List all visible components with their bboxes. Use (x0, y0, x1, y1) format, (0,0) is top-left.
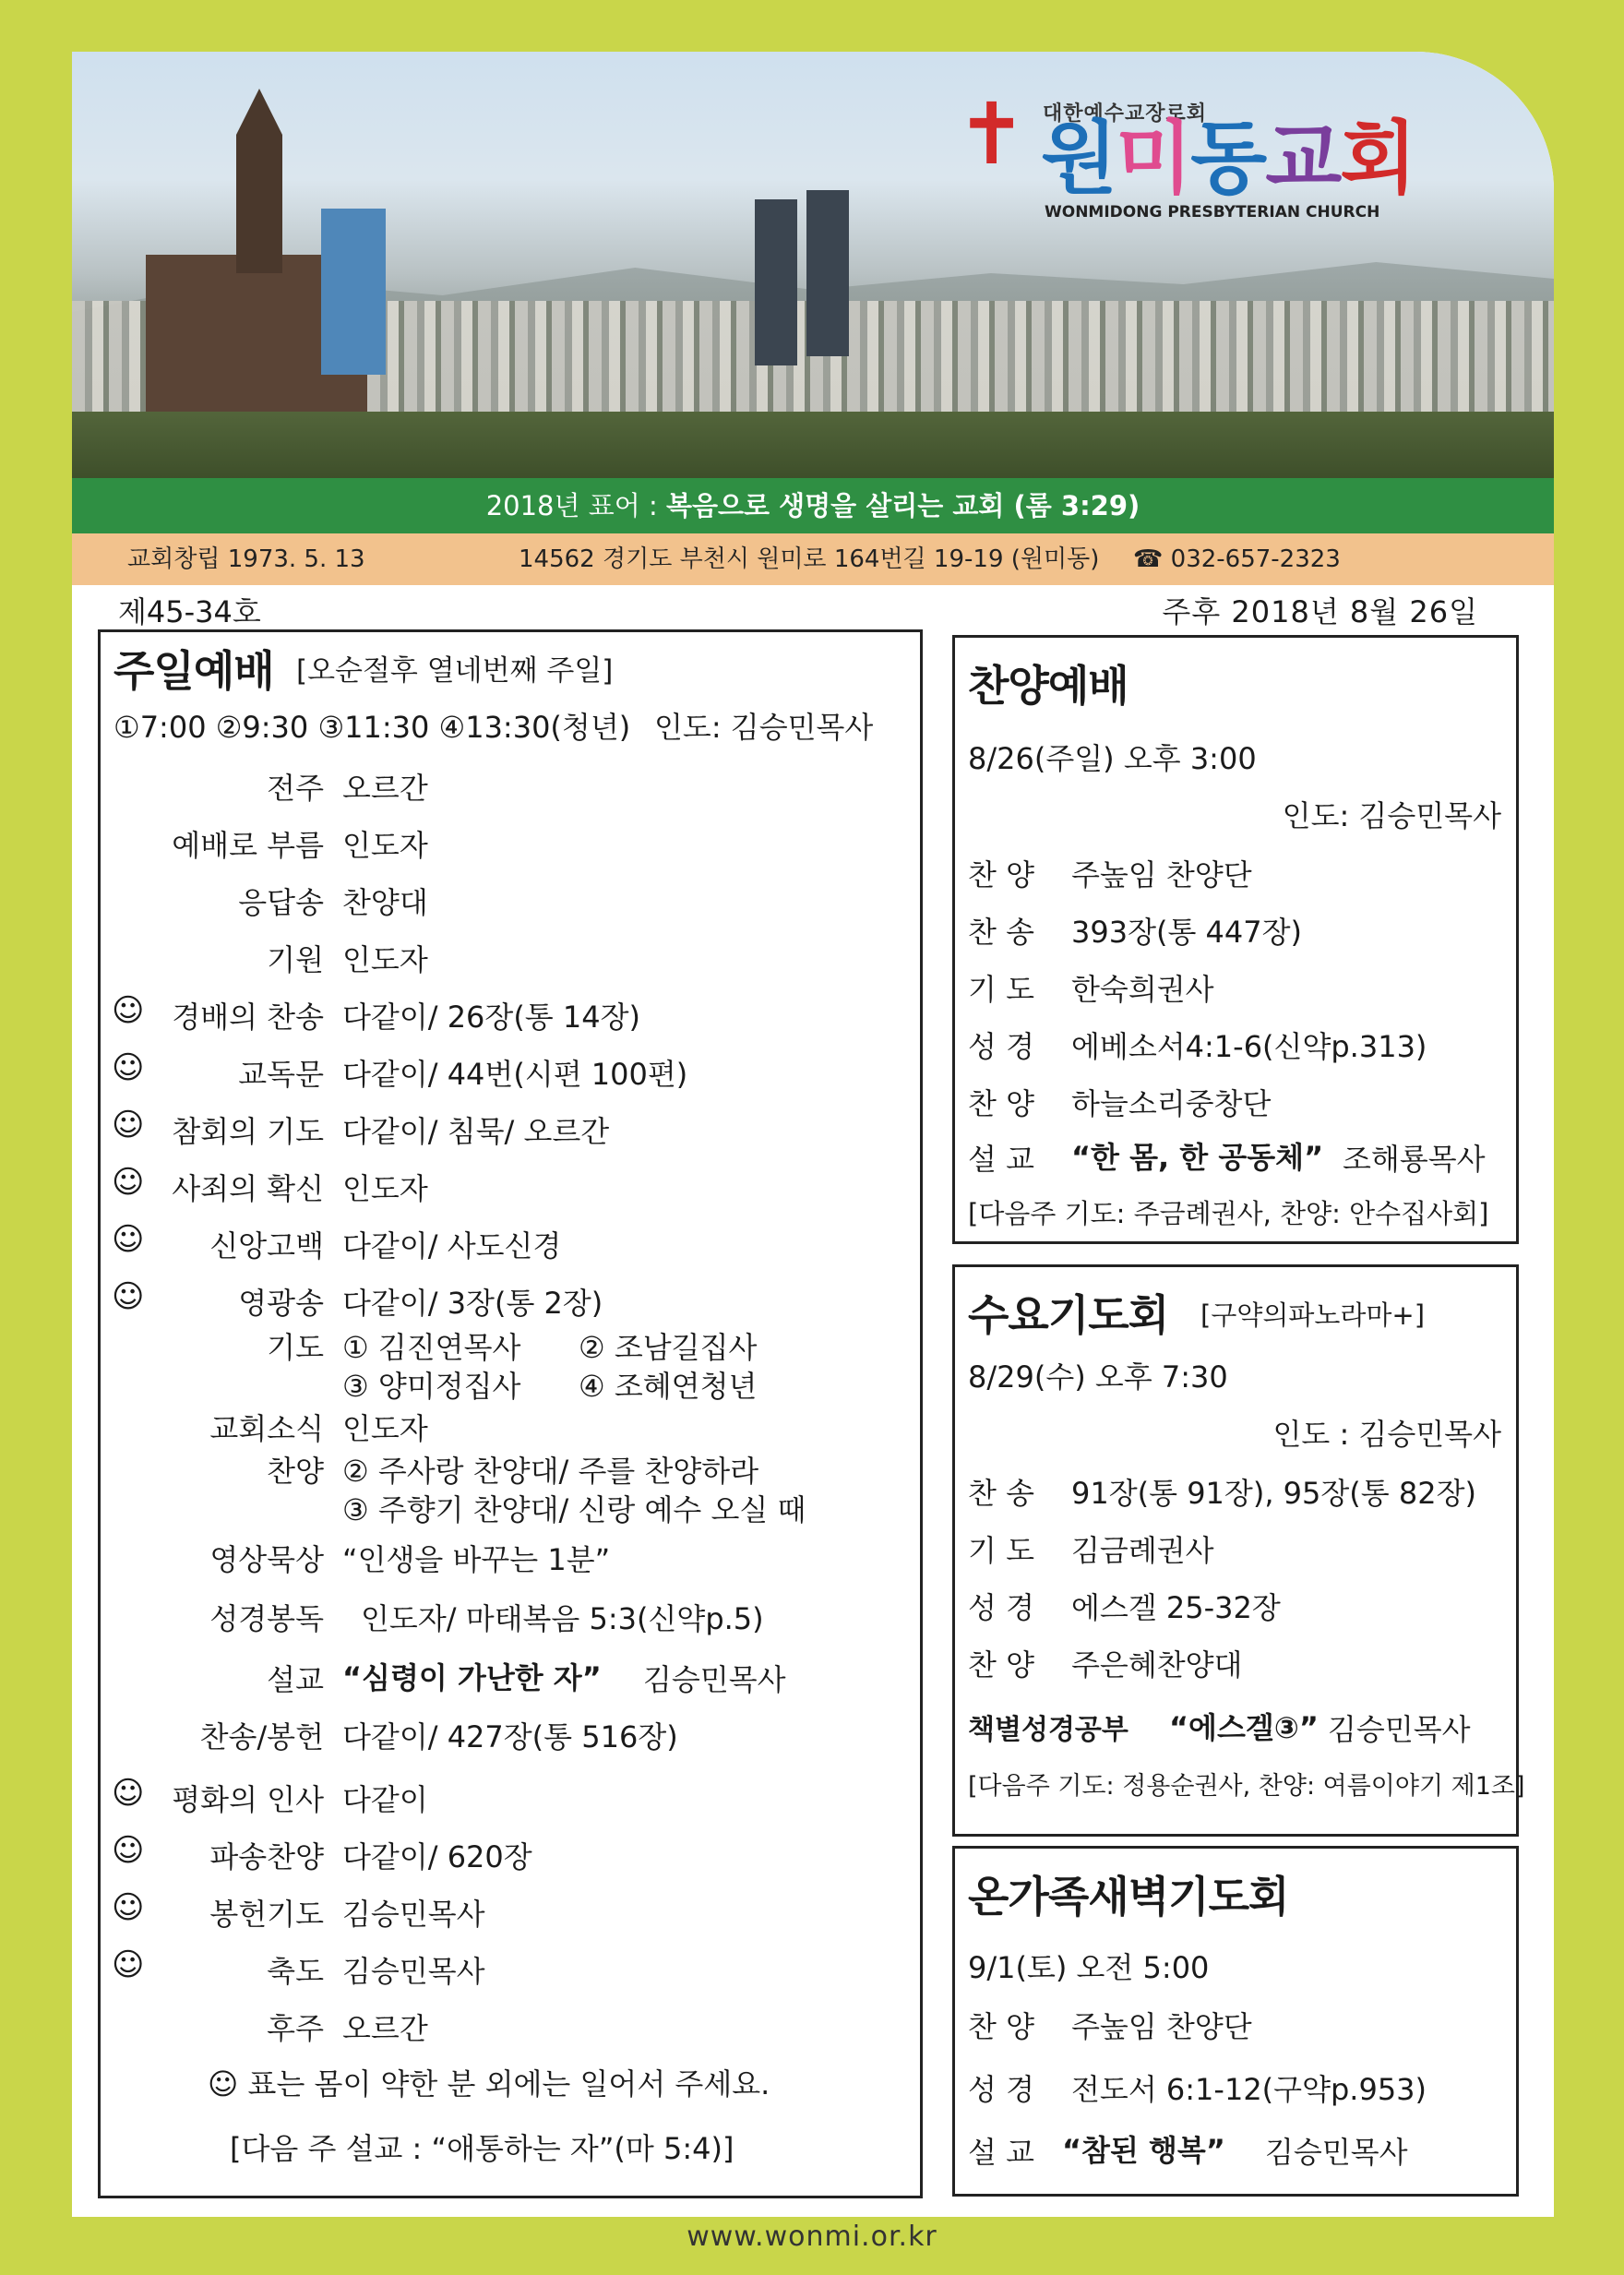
order-value: 주높임 찬양단 (1071, 2009, 1252, 2044)
order-value: 다같이/ 사도신경 (342, 1228, 562, 1263)
order-label: 응답송 (238, 885, 324, 920)
stand-up-icon: ☺ (112, 992, 145, 1029)
phone-number: ☎ 032-657-2323 (1133, 545, 1341, 573)
praise-item: ③ 주향기 찬양대/ 신랑 예수 오실 때 (342, 1492, 806, 1527)
order-value: 다같이/ 3장(통 2장) (342, 1286, 603, 1321)
section-subtitle: [오순절후 열네번째 주일] (296, 654, 614, 688)
section-title: 수요기도회 (968, 1290, 1169, 1340)
stand-up-icon: ☺ (112, 1278, 145, 1315)
service-time: 8/29(수) 오후 7:30 (968, 1359, 1228, 1395)
order-label: 성경봉독 (209, 1601, 324, 1636)
study-preacher: 김승민목사 (1328, 1712, 1471, 1747)
section-subtitle: [구약의파노라마+] (1200, 1299, 1426, 1331)
sunday-worship-box (98, 629, 923, 2198)
church-logo (956, 85, 1510, 236)
address: 14562 경기도 부천시 원미로 164번길 19-19 (원미동) (519, 545, 1100, 573)
order-value: 김승민목사 (342, 1897, 485, 1932)
order-value: 김승민목사 (342, 1954, 485, 1989)
next-week-info: [다음주 기도: 주금례권사, 찬양: 안수집사회] (968, 1198, 1489, 1229)
dawn-prayer-box (952, 1846, 1519, 2197)
logo-name: 원미동교회 (1041, 113, 1415, 205)
order-value: 주높임 찬양단 (1071, 857, 1252, 892)
order-value: 다같이/ 427장(통 516장) (342, 1719, 678, 1754)
order-label: 찬양 (267, 1454, 324, 1489)
order-value: 인도자 (342, 828, 428, 863)
stand-up-icon: ☺ (112, 1049, 145, 1086)
order-value: 전도서 6:1-12(구약p.953) (1071, 2072, 1427, 2107)
order-value: 393장(통 447장) (1071, 915, 1303, 950)
order-value: 다같이/ 26장(통 14장) (342, 1000, 641, 1035)
prayer-item: ④ 조혜연청년 (579, 1369, 758, 1404)
section-title: 온가족새벽기도회 (968, 1872, 1289, 1922)
order-value: 다같이/ 침묵/ 오르간 (342, 1114, 610, 1149)
prayer-item: ③ 양미정집사 (342, 1369, 521, 1404)
prayer-item: ② 조남길집사 (579, 1330, 758, 1365)
order-label: 설 교 (968, 2135, 1034, 2170)
next-week-info: [다음주 기도: 정용순권사, 찬양: 여름이야기 제1조] (968, 1772, 1525, 1801)
order-label: 예배로 부름 (172, 828, 324, 863)
order-label: 찬송/봉헌 (199, 1719, 324, 1754)
order-value: 김금례권사 (1071, 1533, 1214, 1568)
order-label: 찬 송 (968, 915, 1034, 950)
order-label: 신앙고백 (209, 1228, 324, 1263)
issue-number: 제45-34호 (118, 594, 261, 629)
order-label: 기 도 (968, 1533, 1034, 1568)
founded-date: 교회창립 1973. 5. 13 (127, 545, 365, 573)
section-title: 찬양예배 (968, 661, 1128, 711)
order-value: 인도자 (342, 1171, 428, 1206)
wednesday-prayer-box (952, 1264, 1525, 1837)
order-label: 축도 (267, 1954, 324, 1989)
order-label: 경배의 찬송 (172, 1000, 324, 1035)
order-label: 평화의 인사 (172, 1782, 324, 1817)
service-leader: 인도: 김승민목사 (654, 710, 874, 745)
praise-service-box (952, 635, 1519, 1244)
order-value: 하늘소리중창단 (1071, 1086, 1272, 1121)
order-label: 찬 양 (968, 1086, 1034, 1121)
praise-item: ② 주사랑 찬양대/ 주를 찬양하라 (342, 1454, 759, 1489)
service-time: 8/26(주일) 오후 3:00 (968, 741, 1257, 776)
study-title: “에스겔③” (1169, 1710, 1319, 1745)
order-label: 영광송 (238, 1286, 324, 1321)
order-value: 인도자 (342, 1411, 428, 1446)
stand-up-icon: ☺ (112, 1889, 145, 1926)
order-label: 찬 양 (968, 857, 1034, 892)
standing-note: ☺ 표는 몸이 약한 분 외에는 일어서 주세요. (208, 2066, 770, 2101)
order-value: 에베소서4:1-6(신약p.313) (1071, 1029, 1427, 1064)
order-label: 책별성경공부 (968, 1714, 1128, 1746)
order-label: 기원 (267, 942, 324, 977)
website-url: www.wonmi.or.kr (687, 2221, 937, 2253)
order-label: 기 도 (968, 972, 1034, 1007)
order-label: 참회의 기도 (172, 1114, 324, 1149)
service-time: 9/1(토) 오전 5:00 (968, 1950, 1210, 1985)
bulletin-page (72, 52, 1554, 2217)
order-label: 파송찬양 (209, 1839, 324, 1874)
stand-up-icon: ☺ (112, 1946, 145, 1983)
order-value: 91장(통 91장), 95장(통 82장) (1071, 1476, 1476, 1511)
next-week-sermon: [다음 주 설교 : “애통하는 자”(마 5:4)] (230, 2131, 734, 2166)
stand-up-icon: ☺ (112, 1221, 145, 1258)
prayer-item: ① 김진연목사 (342, 1330, 521, 1365)
service-times: ①7:00 ②9:30 ③11:30 ④13:30(청년) (113, 710, 631, 745)
info-bar (72, 533, 1554, 585)
stand-up-icon: ☺ (112, 1775, 145, 1812)
order-label: 설교 (267, 1662, 324, 1697)
sermon-title: “참된 행복” (1062, 2133, 1225, 2168)
order-value: 다같이/ 44번(시편 100편) (342, 1057, 688, 1092)
service-leader: 인도 : 김승민목사 (1272, 1417, 1501, 1452)
bulletin-date: 주후 2018년 8월 26일 (1162, 594, 1478, 629)
order-value: 다같이 (342, 1782, 428, 1817)
order-label: 후주 (267, 2011, 324, 2046)
order-value: 오르간 (342, 771, 428, 806)
order-label: 사죄의 확신 (172, 1171, 324, 1206)
order-label: 설 교 (968, 1142, 1034, 1177)
order-label: 전주 (267, 771, 324, 806)
motto-bar: 2018년 표어 : 복음으로 생명을 살리는 교회 (롬 3:29) (72, 478, 1554, 533)
section-title: 주일예배 (113, 646, 274, 696)
order-label: 찬 송 (968, 1476, 1034, 1511)
sermon-title: “한 몸, 한 공동체” (1071, 1140, 1324, 1175)
stand-up-icon: ☺ (112, 1107, 145, 1143)
order-value: “인생을 바꾸는 1분” (342, 1542, 611, 1577)
sermon-title: “심령이 가난한 자” (342, 1660, 602, 1695)
order-value: 인도자 (342, 942, 428, 977)
order-label: 영상묵상 (209, 1542, 324, 1577)
order-label: 성 경 (968, 1029, 1034, 1064)
order-value: 찬양대 (342, 885, 428, 920)
order-label: 찬 양 (968, 2009, 1034, 2044)
order-value: 다같이/ 620장 (342, 1839, 532, 1874)
stand-up-icon: ☺ (112, 1832, 145, 1869)
order-label: 기도 (267, 1330, 324, 1365)
order-value: 주은혜찬양대 (1071, 1647, 1243, 1682)
stand-up-icon: ☺ (112, 1164, 145, 1201)
cross-icon: ✝ (956, 85, 1028, 184)
sermon-preacher: 김승민목사 (643, 1662, 786, 1697)
order-value: 에스겔 25-32장 (1071, 1590, 1281, 1625)
order-value: 한숙희권사 (1071, 972, 1214, 1007)
order-label: 찬 양 (968, 1647, 1034, 1682)
logo-denomination: 대한예수교장로회 (1043, 102, 1208, 126)
sermon-preacher: 김승민목사 (1265, 2135, 1408, 2170)
header-photo (72, 52, 1554, 478)
order-label: 교독문 (238, 1057, 324, 1092)
order-value: 인도자/ 마태복음 5:3(신약p.5) (361, 1601, 764, 1636)
order-label: 성 경 (968, 2072, 1034, 2107)
order-label: 봉헌기도 (209, 1897, 324, 1932)
sermon-preacher: 조해룡목사 (1343, 1142, 1486, 1177)
order-value: 오르간 (342, 2011, 428, 2046)
order-label: 교회소식 (209, 1411, 324, 1446)
service-leader: 인도: 김승민목사 (1282, 798, 1501, 833)
logo-english: WONMIDONG PRESBYTERIAN CHURCH (1045, 203, 1380, 222)
motto-text: 복음으로 생명을 살리는 교회 (롬 3:29) (665, 490, 1140, 521)
order-label: 성 경 (968, 1590, 1034, 1625)
